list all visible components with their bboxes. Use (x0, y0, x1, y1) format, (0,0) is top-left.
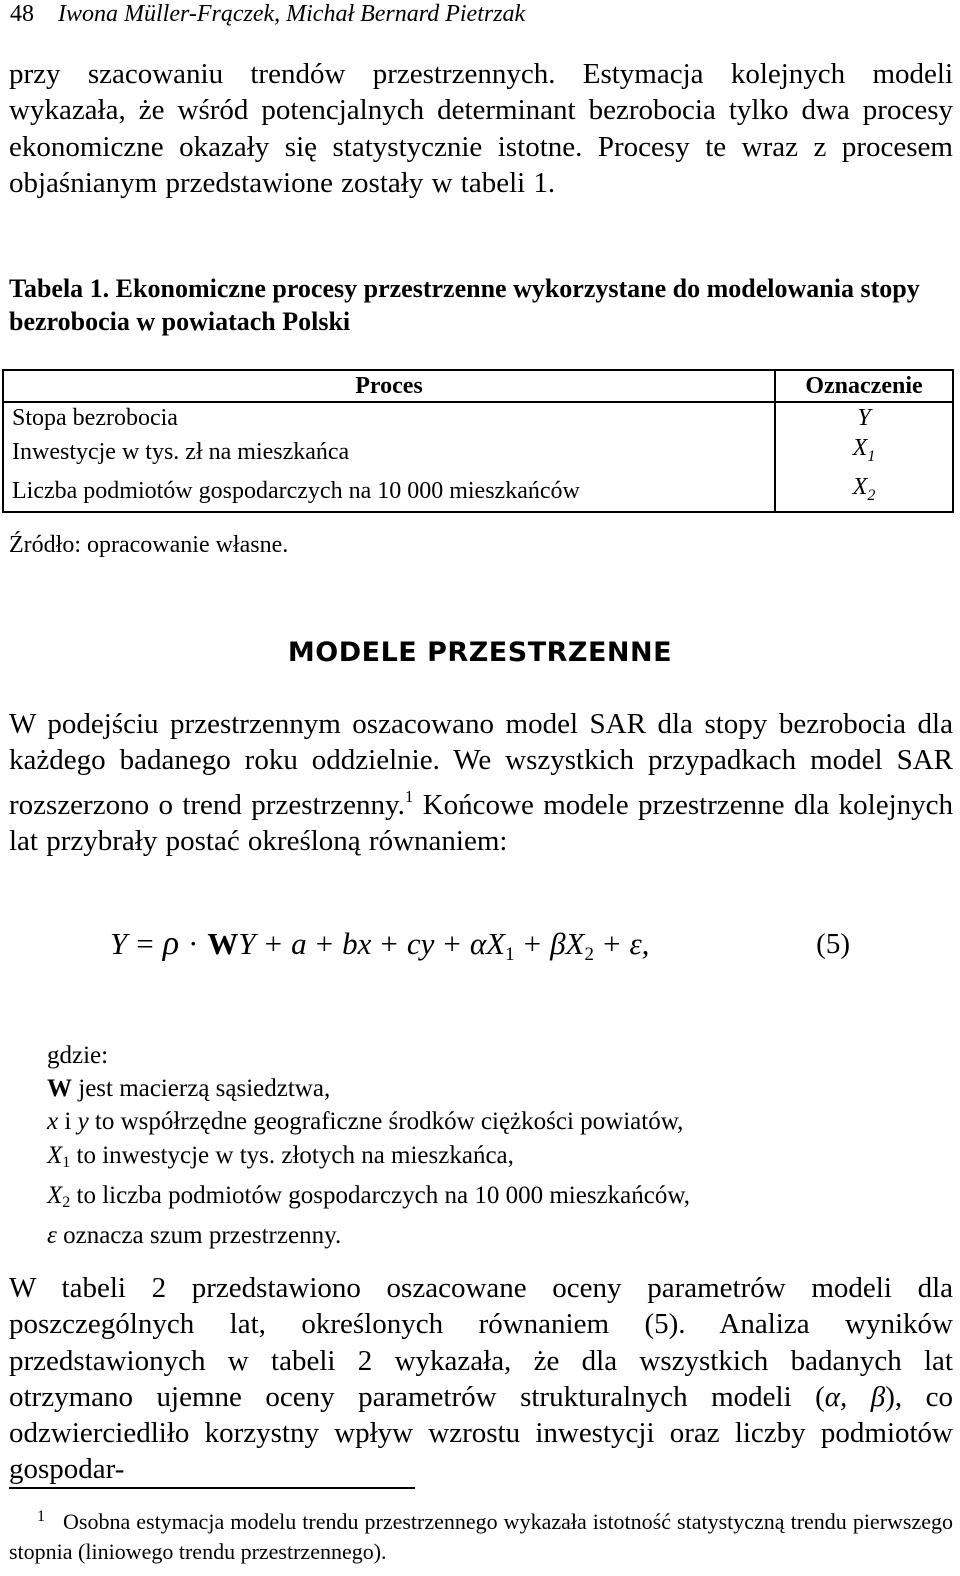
table-1 (2, 369, 954, 513)
footnote (9, 1502, 953, 1567)
table-source: Źródło: opracowanie własne. (9, 532, 289, 558)
page-number: 48 (10, 1, 34, 27)
definition-item: $X_1$ to inwestycje w tys. złotych na mieszkańca, (47, 1141, 514, 1171)
footnote-separator (9, 1487, 415, 1489)
header-authors: Iwona Müller-Frączek, Michał Bernard Pietrzak (58, 1, 526, 27)
definition-item: W jest macierzą sąsiedztwa, (47, 1075, 331, 1103)
row-symbol: $X_2$ (775, 472, 953, 512)
definition-item: ε oznacza szum przestrzenny. (47, 1222, 342, 1250)
running-header (10, 0, 525, 28)
row-process: Inwestycje w tys. zł na mieszkańca (3, 433, 775, 472)
footnote-text: Osobna estymacja modelu trendu przestrzennego wykazała istotność statystyczną trendu pierwszego stopnia (liniowego trendu przestrzennego). (9, 1509, 953, 1564)
header-symbol: Oznaczenie (775, 370, 953, 402)
footnote-number: 1 (37, 1508, 45, 1525)
definitions-intro: gdzie: (47, 1042, 109, 1069)
equation-body: Y = ρ · WY + a + bx + cy + $\alpha X_1 + \beta X_2 + \varepsilon$, (110, 925, 650, 965)
equation-number: (5) (816, 928, 850, 960)
table-row (3, 402, 953, 433)
header-process: Proces (3, 370, 775, 402)
paragraph-1: przy szacowaniu trendów przestrzennych. Estymacja kolejnych modeli wykazała, że wśród potencjalnych determinant bezrobocia tylko dwa procesy ekonomiczne okazały się statystycznie istotne. Procesy te wraz z procesem objaśnianym przedstawione zostały w tabeli 1. (9, 58, 953, 199)
row-process: Liczba podmiotów gospodarczych na 10 000 mieszkańców (3, 472, 775, 512)
table-header-row (3, 370, 953, 402)
table-row (3, 433, 953, 472)
paragraph-3: W tabeli 2 przedstawiono oszacowane oceny parametrów modeli dla poszczególnych lat, określonych równaniem (5). Analiza wyników przedstawionych w tabeli 2 wykazała, że dla wszystkich badanych lat otrzymano ujemne oceny parametrów strukturalnych modeli (α, β), co odzwierciedliło korzystny wpływ wzrostu inwestycji oraz liczby podmiotów gospodar- (9, 1272, 953, 1486)
definitions-list (47, 1039, 947, 1252)
definition-item: $X_2$ to liczba podmiotów gospodarczych na 10 000 mieszkańców, (47, 1181, 691, 1211)
equation-5 (110, 922, 850, 966)
definition-item: x i y to współrzędne geograficzne środków ciężkości powiatów, (47, 1108, 684, 1136)
footnote-reference[interactable]: 1 (404, 786, 414, 806)
row-symbol: $X_1$ (775, 433, 953, 472)
table-row (3, 472, 953, 512)
section-title: MODELE PRZESTRZENNE (287, 637, 673, 668)
paragraph-2: W podejściu przestrzennym oszacowano model SAR dla stopy bezrobocia dla każdego badanego roku oddzielnie. We wszystkich przypadkach model SAR rozszerzono o trend przestrzenny.$^1$ Końcowe modele przestrzenne dla kolejnych lat przybrały postać określoną równaniem: (9, 708, 954, 857)
row-process: Stopa bezrobocia (3, 402, 775, 433)
row-symbol: Y (775, 402, 953, 433)
table-1-caption: Tabela 1. Ekonomiczne procesy przestrzenne wykorzystane do modelowania stopy bezrobocia w powiatach Polski (9, 274, 920, 336)
